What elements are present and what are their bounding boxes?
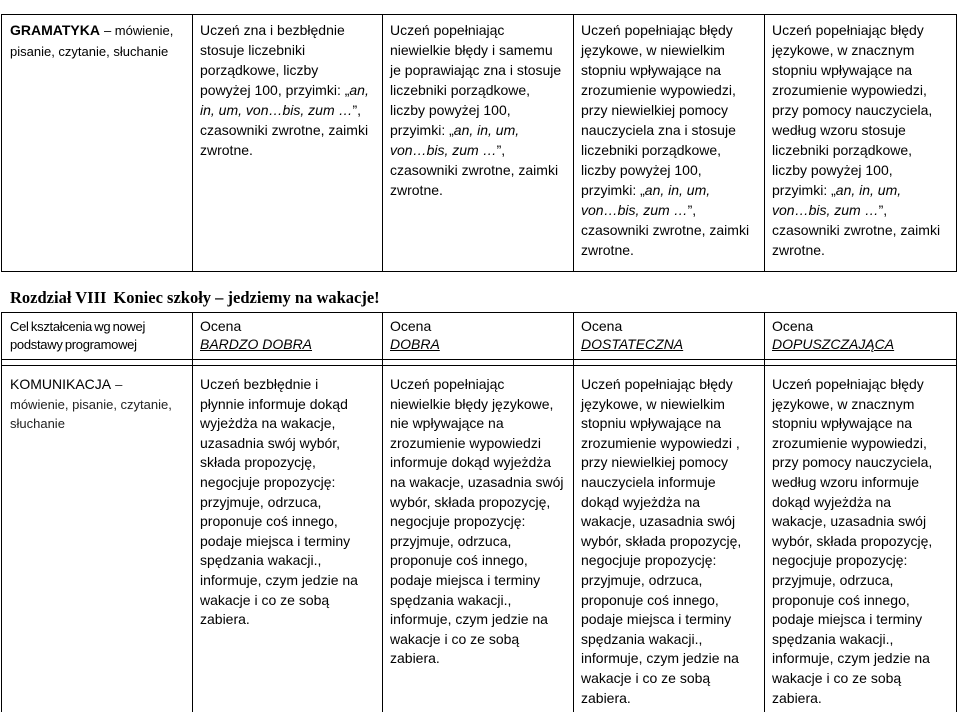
grade-label: Ocena bbox=[200, 318, 242, 334]
grade-label: Ocena bbox=[390, 318, 432, 334]
criteria-text: Uczeń popełniając błędy językowe, w znacznym stopniu wpływające na zrozumienie wypowiedzi, przy pomocy nauczyciela, według wzoru informuje dokąd wyjeżdża na wakacje, uzasadnia swój wybór, składa propozycję, negocjuje propozycję: przyjmuje, odrzuca, proponuje coś innego, podaje miejsca i terminy spędzania wakacji., informuje, czym jedzie na wakacje i co ze sobą zabiera. bbox=[772, 376, 933, 706]
criteria-text: Uczeń zna i bezbłędnie stosuje liczebniki porządkowe, liczby powyżej 100, przyimki: „ bbox=[200, 22, 350, 98]
category-skills: – mówienie, pisanie, czytanie, słuchanie bbox=[10, 23, 174, 59]
criteria-text: Uczeń popełniając błędy językowe, w niewielkim stopniu wpływające na zrozumienie wypowiedzi , przy niewielkiej pomocy nauczyciela informuje dokąd wyjeżdża na wakacje, uzasadnia swój wybór, składa propozycję, negocjuje propozycję: przyjmuje, odrzuca, proponuje coś innego, podaje miejsca i terminy spędzania wakacji., informuje, czym jedzie na wakacje i co ze sobą zabiera. bbox=[581, 376, 742, 706]
grade-name: DOBRA bbox=[390, 335, 440, 352]
criteria-text: ”, czasowniki zwrotne, zaimki zwrotne. bbox=[390, 142, 559, 198]
communication-category-cell bbox=[2, 366, 193, 712]
preposition-examples: an, in, um, von…bis, zum … bbox=[772, 182, 902, 218]
grade-name: DOPUSZCZAJĄCA bbox=[772, 335, 895, 352]
grade-header-bardzo-dobra bbox=[193, 313, 383, 360]
goal-column-label: Cel kształcenia wg nowej podstawy programowej bbox=[10, 319, 146, 352]
communication-cell-bardzo-dobra bbox=[193, 366, 383, 712]
grammar-requirements-table bbox=[1, 14, 957, 272]
criteria-text: ”, czasowniki zwrotne, zaimki zwrotne. bbox=[200, 102, 369, 158]
grade-header-dopuszczajaca bbox=[765, 313, 957, 360]
grammar-category-cell bbox=[2, 15, 193, 272]
preposition-examples: an, in, um, von…bis, zum … bbox=[200, 82, 369, 118]
chapter-heading bbox=[10, 288, 380, 308]
communication-cell-dostateczna bbox=[574, 366, 765, 712]
grammar-cell-dobra bbox=[383, 15, 574, 272]
chapter-title: Koniec szkoły – jedziemy na wakacje! bbox=[113, 288, 380, 307]
grade-name: DOSTATECZNA bbox=[581, 335, 684, 352]
grade-header-dostateczna bbox=[574, 313, 765, 360]
criteria-text: ”, czasowniki zwrotne, zaimki zwrotne. bbox=[772, 202, 941, 258]
grammar-cell-dopuszczajaca bbox=[765, 15, 957, 272]
category-title: KOMUNIKACJA bbox=[10, 376, 112, 392]
criteria-text: Uczeń popełniając błędy językowe, w niewielkim stopniu wpływające na zrozumienie wypowiedzi, przy niewielkiej pomocy nauczyciela zna i stosuje liczebniki porządkowe, liczby powyżej 100, przyimki: „ bbox=[581, 22, 736, 198]
criteria-text: Uczeń popełniając niewielkie błędy językowe, nie wpływające na zrozumienie wypowiedzi informuje dokąd wyjeżdża na wakacje, uzasadnia swój wybór, składa propozycję, negocjuje propozycję: przyjmuje, odrzuca, proponuje coś innego, podaje miejsca i terminy spędzania wakacji., informuje, czym jedzie na wakacje i co ze sobą zabiera. bbox=[390, 376, 564, 667]
chapter-number: Rozdział VIII bbox=[10, 288, 107, 307]
preposition-examples: an, in, um, von…bis, zum … bbox=[581, 182, 711, 218]
goal-column-header bbox=[2, 313, 193, 360]
preposition-examples: an, in, um, von…bis, zum … bbox=[390, 122, 520, 158]
criteria-text: Uczeń bezbłędnie i płynnie informuje dokąd wyjeżdża na wakacje, uzasadnia swój wybór, składa propozycję, negocjuje propozycję: przyjmuje, odrzuca, proponuje coś innego, podaje miejsca i terminy spędzania wakacji., informuje, czym jedzie na wakacje i co ze sobą zabiera. bbox=[200, 376, 358, 628]
criteria-text: Uczeń popełniając niewielkie błędy i samemu je poprawiając zna i stosuje liczebniki porządkowe, liczby powyżej 100, przyimki: „ bbox=[390, 22, 562, 138]
grammar-cell-bardzo-dobra bbox=[193, 15, 383, 272]
grade-name: BARDZO DOBRA bbox=[200, 335, 313, 352]
grade-label: Ocena bbox=[772, 318, 814, 334]
grammar-cell-dostateczna bbox=[574, 15, 765, 272]
grade-label: Ocena bbox=[581, 318, 623, 334]
chapter-requirements-table bbox=[1, 312, 957, 712]
communication-cell-dobra bbox=[383, 366, 574, 712]
category-skills: – mówienie, pisanie, czytanie, słuchanie bbox=[10, 377, 172, 432]
communication-cell-dopuszczajaca bbox=[765, 366, 957, 712]
criteria-text: Uczeń popełniając błędy językowe, w znacznym stopniu wpływające na zrozumienie wypowiedzi, przy pomocy nauczyciela, według wzoru stosuje liczebniki porządkowe, liczby powyżej 100, przyimki: „ bbox=[772, 22, 933, 198]
category-title: GRAMATYKA bbox=[10, 22, 100, 38]
criteria-text: ”, czasowniki zwrotne, zaimki zwrotne. bbox=[581, 202, 750, 258]
grade-header-dobra bbox=[383, 313, 574, 360]
